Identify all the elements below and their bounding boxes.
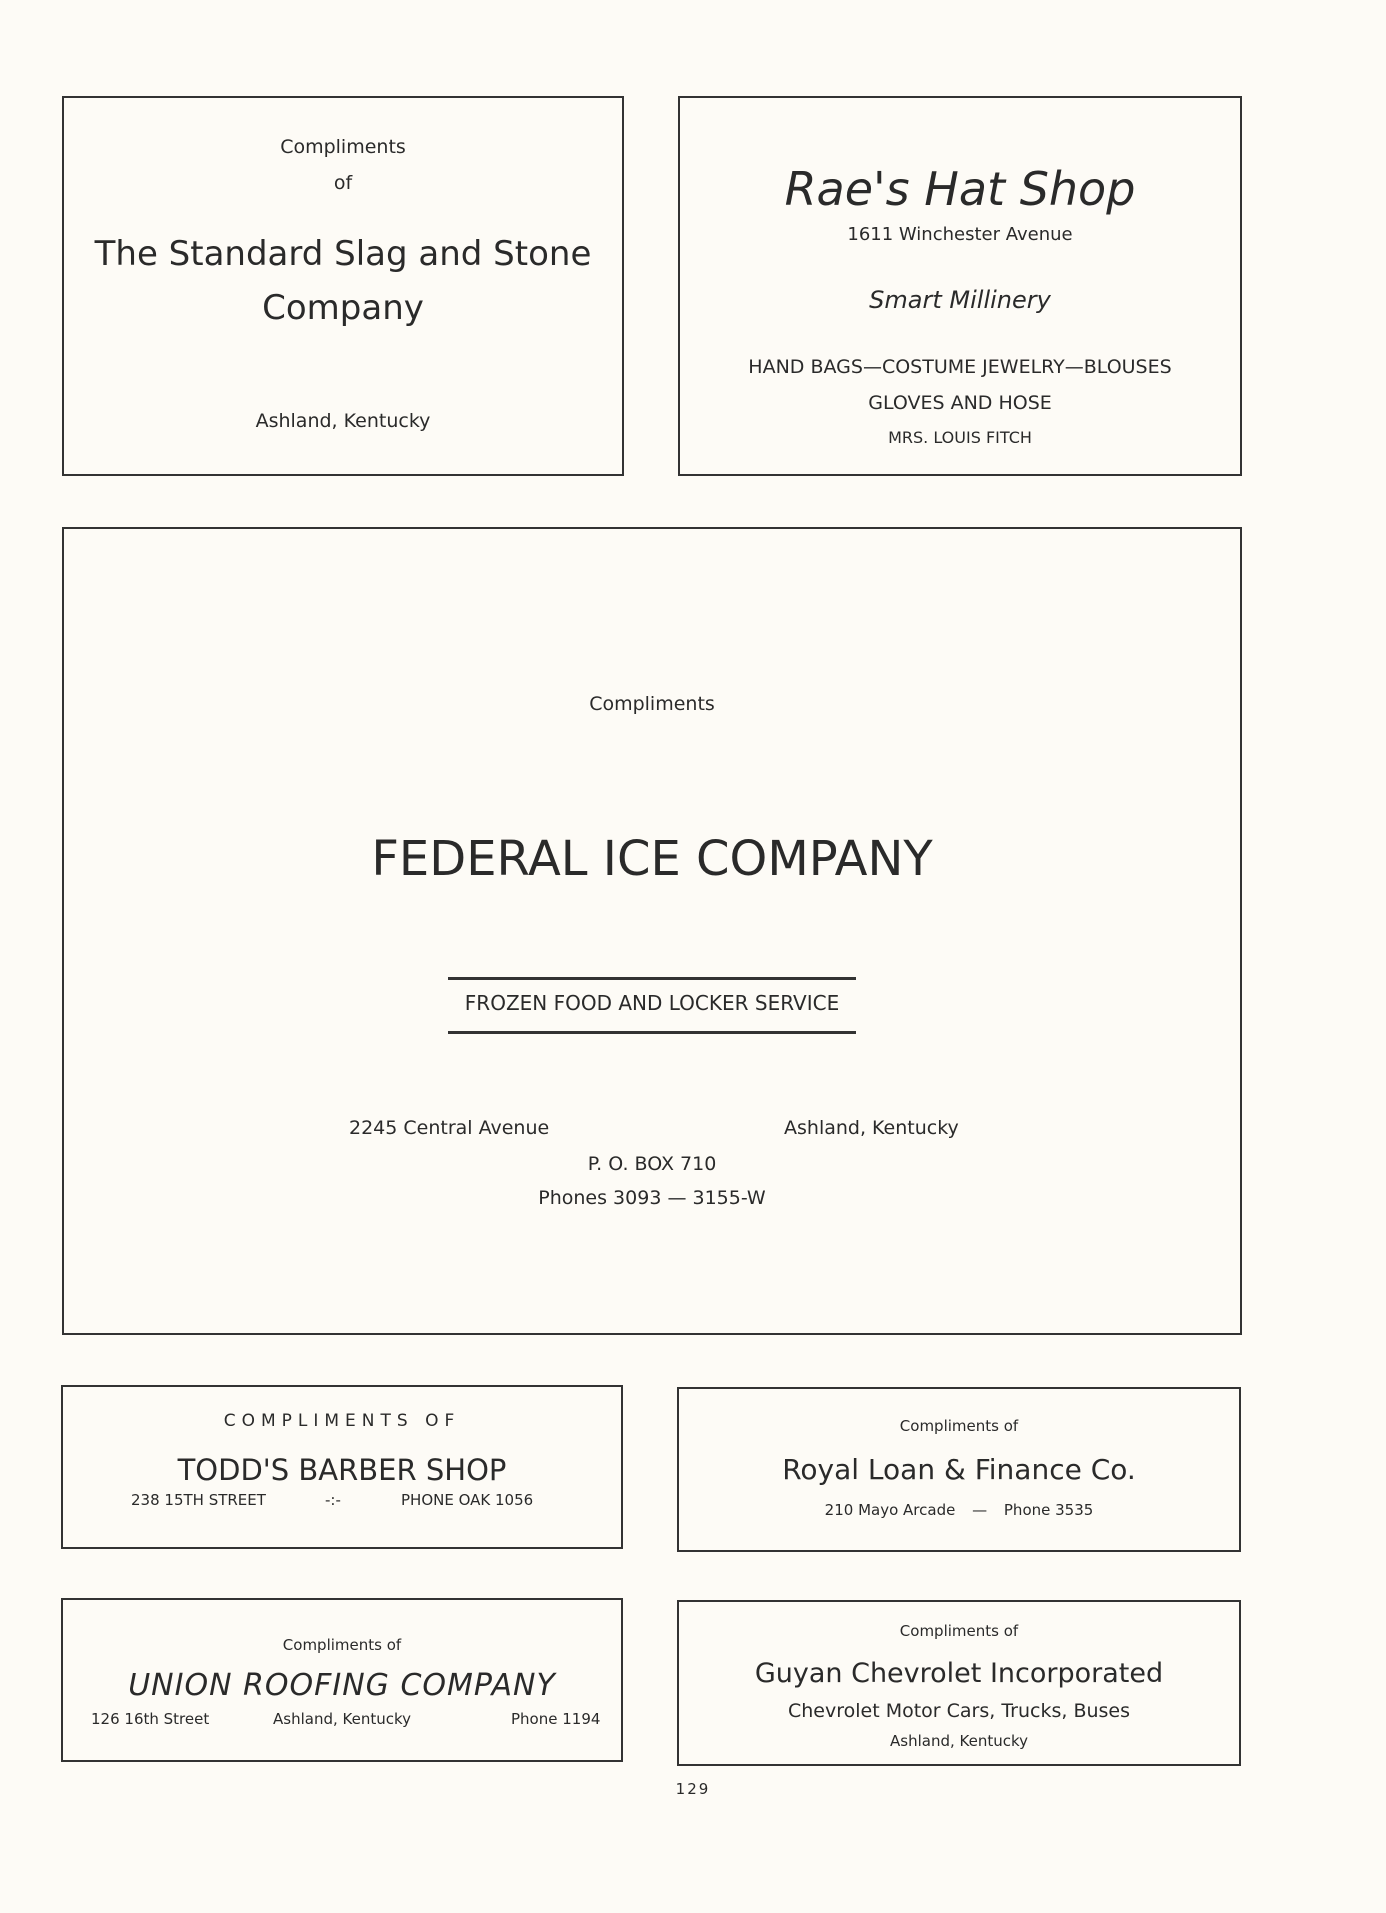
- ad-royal-loan: [677, 1387, 1241, 1552]
- compliments-text: Compliments: [280, 136, 406, 158]
- location-text: Ashland, Kentucky: [784, 1117, 959, 1139]
- street-address: 2245 Central Avenue: [349, 1117, 550, 1139]
- address-phone-line: [679, 1501, 1239, 1519]
- dash-separator: —: [972, 1501, 988, 1519]
- shop-phone: PHONE OAK 1056: [401, 1491, 534, 1509]
- merchandise-line1: HAND BAGS—COSTUME JEWELRY—BLOUSES: [748, 356, 1172, 378]
- ad-standard-slag: [62, 96, 624, 476]
- po-box: P. O. BOX 710: [587, 1153, 717, 1175]
- shop-address: 238 15TH STREET: [131, 1491, 266, 1509]
- shop-name: Rae's Hat Shop: [784, 162, 1136, 216]
- company-phone: Phone 3535: [1003, 1501, 1094, 1519]
- ad-union-roofing: [61, 1598, 623, 1762]
- phone-numbers: Phones 3093 — 3155-W: [538, 1187, 766, 1209]
- location-text: Ashland, Kentucky: [890, 1732, 1028, 1750]
- page-number: 129: [675, 1780, 711, 1798]
- ad-federal-ice: [62, 527, 1242, 1335]
- compliments-text: Compliments of: [899, 1622, 1019, 1640]
- shop-tagline: Smart Millinery: [869, 286, 1051, 314]
- ad-todds-barber-shop: [61, 1385, 623, 1549]
- service-text: FROZEN FOOD AND LOCKER SERVICE: [464, 991, 840, 1015]
- company-location: Ashland, Kentucky: [273, 1710, 411, 1728]
- separator-text: -:-: [325, 1491, 341, 1509]
- company-address: 126 16th Street: [91, 1710, 210, 1728]
- merchandise-line2: GLOVES AND HOSE: [868, 392, 1052, 414]
- company-phone: Phone 1194: [511, 1710, 601, 1728]
- company-name-line2: Company: [262, 288, 424, 328]
- company-name: Guyan Chevrolet Incorporated: [754, 1658, 1164, 1689]
- products-text: Chevrolet Motor Cars, Trucks, Buses: [787, 1700, 1131, 1722]
- ad-raes-hat-shop: [678, 96, 1242, 476]
- compliments-text: COMPLIMENTS OF: [223, 1411, 461, 1431]
- shop-address: 1611 Winchester Avenue: [847, 224, 1073, 245]
- compliments-text: Compliments: [589, 693, 715, 715]
- bottom-rule: [448, 1031, 856, 1034]
- company-name-line1: The Standard Slag and Stone: [94, 234, 592, 274]
- compliments-text: Compliments of: [282, 1636, 402, 1654]
- location-text: Ashland, Kentucky: [255, 410, 431, 432]
- of-text: of: [333, 172, 353, 194]
- top-rule: [448, 977, 856, 980]
- owner-name: MRS. LOUIS FITCH: [888, 428, 1032, 447]
- company-name: Royal Loan & Finance Co.: [782, 1453, 1136, 1486]
- company-name: FEDERAL ICE COMPANY: [371, 831, 933, 887]
- shop-name: TODD'S BARBER SHOP: [177, 1453, 507, 1487]
- company-name: UNION ROOFING COMPANY: [128, 1668, 556, 1703]
- compliments-text: Compliments of: [899, 1417, 1019, 1435]
- ad-guyan-chevrolet: [677, 1600, 1241, 1766]
- company-address: 210 Mayo Arcade: [824, 1501, 956, 1519]
